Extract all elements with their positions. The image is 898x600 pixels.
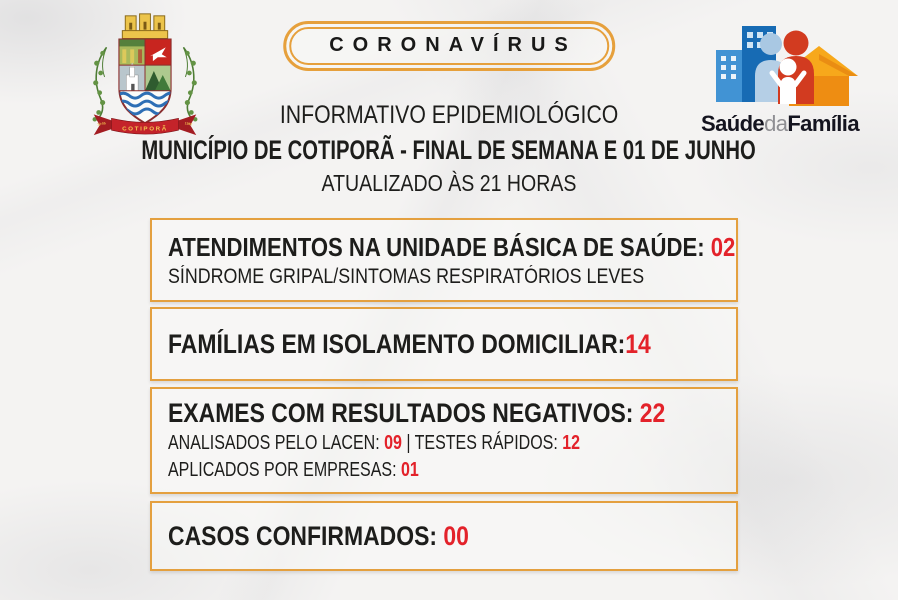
isolamento-label: FAMÍLIAS EM ISOLAMENTO DOMICILIAR: bbox=[168, 328, 626, 359]
title-block bbox=[0, 101, 898, 197]
exames-label: EXAMES COM RESULTADOS NEGATIVOS: bbox=[168, 398, 640, 428]
title-line2: MUNICÍPIO DE COTIPORÃ - FINAL DE SEMANA E 01 DE JUNHO bbox=[141, 134, 757, 165]
exames-detail-line1 bbox=[168, 430, 736, 457]
stat-box-confirmados bbox=[150, 501, 738, 571]
title-line3: ATUALIZADO ÀS 21 HORAS bbox=[321, 170, 577, 197]
atendimentos-label: ATENDIMENTOS NA UNIDADE BÁSICA DE SAÚDE: bbox=[168, 231, 711, 262]
badge-inner-ring bbox=[289, 27, 609, 65]
ribbon-date-left: 12-05 bbox=[96, 121, 107, 127]
empresas-label: APLICADOS POR EMPRESAS: bbox=[168, 459, 401, 481]
quarter-airplane bbox=[145, 39, 171, 65]
exames-title bbox=[168, 397, 736, 430]
logo-graphic-icon bbox=[692, 10, 868, 110]
ribbon-date-right: 1982 bbox=[184, 121, 193, 127]
exames-value: 22 bbox=[639, 398, 666, 428]
badge-outer-ring bbox=[283, 21, 615, 71]
confirmados-value: 00 bbox=[443, 520, 469, 551]
rapidos-label: TESTES RÁPIDOS: bbox=[414, 432, 563, 454]
empresas-value: 01 bbox=[400, 459, 419, 481]
confirmados-label: CASOS CONFIRMADOS: bbox=[168, 520, 444, 551]
atendimentos-subtitle: SÍNDROME GRIPAL/SINTOMAS RESPIRATÓRIOS LEVES bbox=[168, 264, 645, 288]
quarter-farm bbox=[119, 39, 145, 65]
stat-box-atendimentos bbox=[150, 218, 738, 302]
rapidos-value: 12 bbox=[562, 432, 581, 454]
quarter-church bbox=[119, 63, 145, 91]
family-icons bbox=[755, 31, 814, 105]
detail-separator: | bbox=[401, 432, 415, 454]
confirmados-title bbox=[168, 520, 736, 553]
exames-detail-line2 bbox=[168, 457, 736, 484]
stat-box-isolamento bbox=[150, 307, 738, 381]
title-line1: INFORMATIVO EPIDEMIOLÓGICO bbox=[279, 101, 619, 129]
atendimentos-title bbox=[168, 231, 736, 263]
lacen-label: ANALISADOS PELO LACEN: bbox=[168, 432, 385, 454]
isolamento-title bbox=[168, 328, 736, 361]
coronavirus-badge bbox=[283, 21, 615, 71]
stat-box-exames bbox=[150, 387, 738, 494]
quarter-mountains bbox=[145, 65, 171, 91]
ribbon-label: COTIPORÃ bbox=[122, 125, 168, 133]
lacen-value: 09 bbox=[384, 432, 402, 454]
stat-boxes bbox=[150, 218, 738, 571]
isolamento-value: 14 bbox=[625, 328, 651, 359]
logo-text-saude: Saúde bbox=[701, 111, 765, 136]
badge-label: CORONAVÍRUS bbox=[329, 34, 577, 56]
logo-text-familia: Família bbox=[787, 111, 859, 136]
atendimentos-value: 02 bbox=[710, 231, 736, 262]
logo-text-da: da bbox=[764, 111, 788, 136]
